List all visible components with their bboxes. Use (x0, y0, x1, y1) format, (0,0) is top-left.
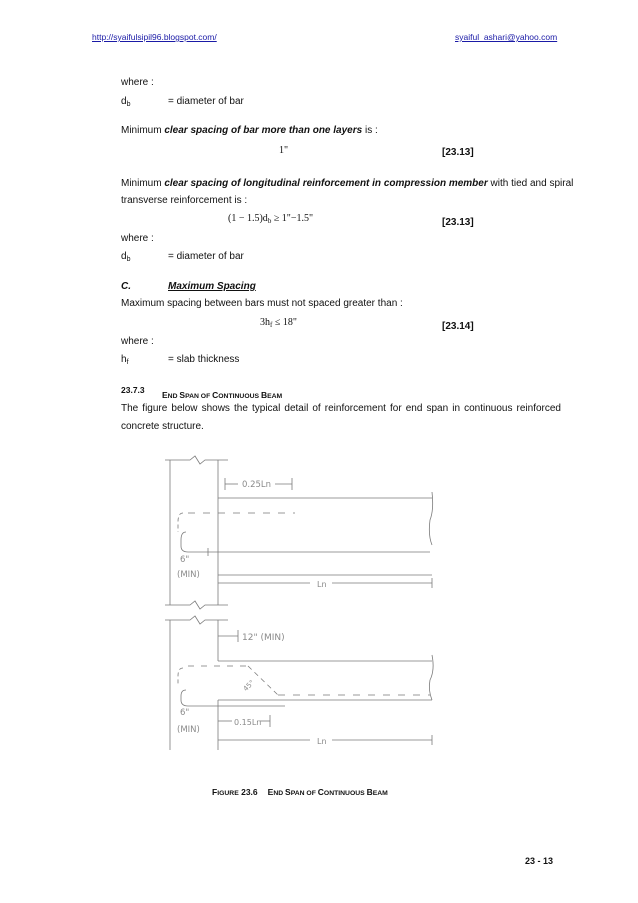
ref-23-13-a: [23.13] (442, 147, 474, 158)
hf-definition: = slab thickness (168, 354, 240, 365)
angle-45-label: 45° (241, 678, 257, 694)
dim-015-label: 0.15Ln (234, 718, 262, 727)
db-definition-1: = diameter of bar (168, 96, 244, 107)
header-blog-link[interactable]: http://syaifulsipil96.blogspot.com/ (92, 32, 217, 42)
min-spacing-compression-text: Minimum clear spacing of longitudinal reinforcement in compression member with tied and spiral (121, 178, 574, 189)
min-spacing-compression-text-2: transverse reinforcement is : (121, 195, 248, 206)
min-spacing-layers-text: Minimum clear spacing of bar more than one layers is : (121, 125, 378, 136)
column-break-top (165, 456, 228, 464)
bottom-six-label: 6" (180, 708, 190, 718)
section-c-letter: C. (121, 281, 131, 292)
top-min-label: (MIN) (177, 570, 200, 580)
where-label-3: where : (121, 336, 154, 347)
where-label-2: where : (121, 233, 154, 244)
ref-23-13-b: [23.13] (442, 217, 474, 228)
top-bar2-hook (178, 668, 183, 684)
db-symbol-1: $d_b$ (121, 96, 131, 108)
top-bar2-dashed-bent (248, 666, 278, 695)
figure-caption: FIGURE 23.6 END SPAN OF CONTINUOUS BEAM (212, 787, 388, 797)
bottom-min-label: (MIN) (177, 725, 200, 735)
bottom-bar2-hook (181, 690, 188, 706)
column2-break-top (165, 616, 228, 624)
bottom-ln-label: Ln (317, 737, 327, 746)
section-title: END SPAN OF CONTINUOUS BEAM (162, 390, 283, 400)
formula-compression-spacing: $(1 - 1.5)d_b$ ≥ 1"−1.5" (228, 213, 314, 225)
section-c-title: Maximum Spacing (168, 281, 256, 292)
formula-max-spacing: $3h_f \le 18$" (260, 317, 297, 329)
column-break-bottom (165, 601, 228, 609)
dim-025-label: 0.25Ln (242, 480, 272, 490)
top-ln-label: Ln (317, 580, 327, 589)
dim-12-label: 12" (MIN) (242, 633, 285, 643)
ref-23-14: [23.14] (442, 321, 474, 332)
beam2-break-right (429, 655, 433, 700)
db-symbol-2: $d_b$ (121, 251, 131, 263)
bottom-bar-hook (181, 532, 188, 552)
header-email-link[interactable]: syaiful_ashari@yahoo.com (455, 32, 558, 42)
section-text-line2: concrete structure. (121, 421, 204, 432)
max-spacing-text: Maximum spacing between bars must not spaced greater than : (121, 298, 403, 309)
top-bar-hook (178, 513, 183, 532)
bottom-detail (165, 616, 433, 750)
reinforcement-diagram (150, 450, 450, 755)
section-text-line1: The figure below shows the typical detail of reinforcement for end span in continuous reinforced (121, 403, 561, 414)
hf-symbol: $h_f$ (121, 354, 129, 366)
formula-1inch: 1" (279, 145, 289, 156)
top-detail (165, 456, 433, 609)
where-label-1: where : (121, 77, 154, 88)
beam-break-right (429, 492, 432, 545)
section-number: 23.7.3 (121, 385, 145, 395)
db-definition-2: = diameter of bar (168, 251, 244, 262)
page-number: 23 - 13 (525, 856, 554, 866)
top-six-label: 6" (180, 555, 190, 565)
